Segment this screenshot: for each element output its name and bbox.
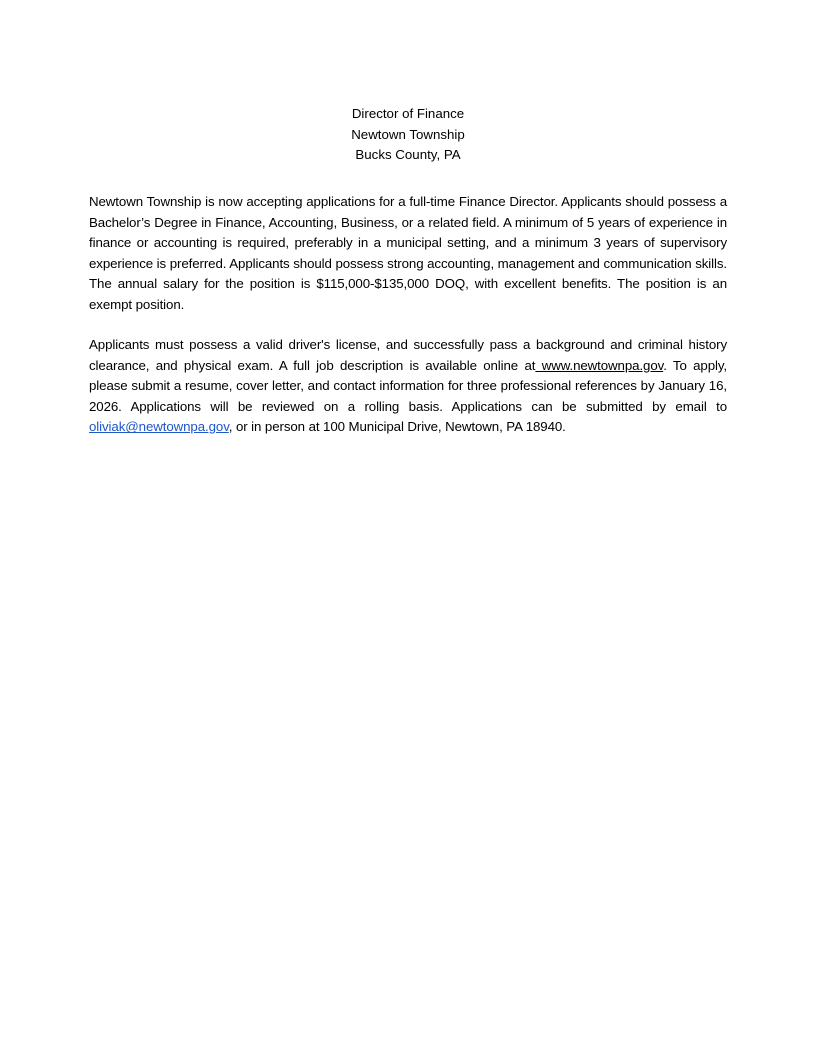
document-heading	[0, 104, 816, 166]
application-instructions-paragraph	[89, 335, 727, 438]
instructions-text-part1: Applicants must possess a valid driver's license, and successfully pass a background and criminal history clearance, and physical exam. A full job description is available online at	[89, 337, 727, 373]
website-link[interactable]: www.newtownpa.gov	[535, 357, 664, 373]
email-link[interactable]: oliviak@newtownpa.gov	[89, 419, 229, 435]
organization-name: Newtown Township	[351, 126, 465, 142]
instructions-text-part3: , or in person at 100 Municipal Drive, Newtown, PA 18940.	[228, 419, 566, 435]
job-title: Director of Finance	[351, 106, 465, 121]
job-description-paragraph: Newtown Township is now accepting applications for a full-time Finance Director. Applicants should possess a Bachelor’s Degree in Finance, Accounting, Business, or a related field. A minimum of 5 years of experience in finance or accounting is required, preferably in a municipal setting, and a minimum 3 years of supervisory experience is preferred. Applicants should possess strong accounting, management and communication skills. The annual salary for the position is $115,000-$135,000 DOQ, with excellent benefits. The position is an exempt position.	[89, 194, 727, 312]
instructions-text-part2: . To apply, please submit a resume, cover letter, and contact information for three professional references by January 16, 2026. Applications will be reviewed on a rolling basis. Applications can be submitted by email to	[89, 357, 727, 414]
organization-location: Bucks County, PA	[355, 147, 461, 162]
